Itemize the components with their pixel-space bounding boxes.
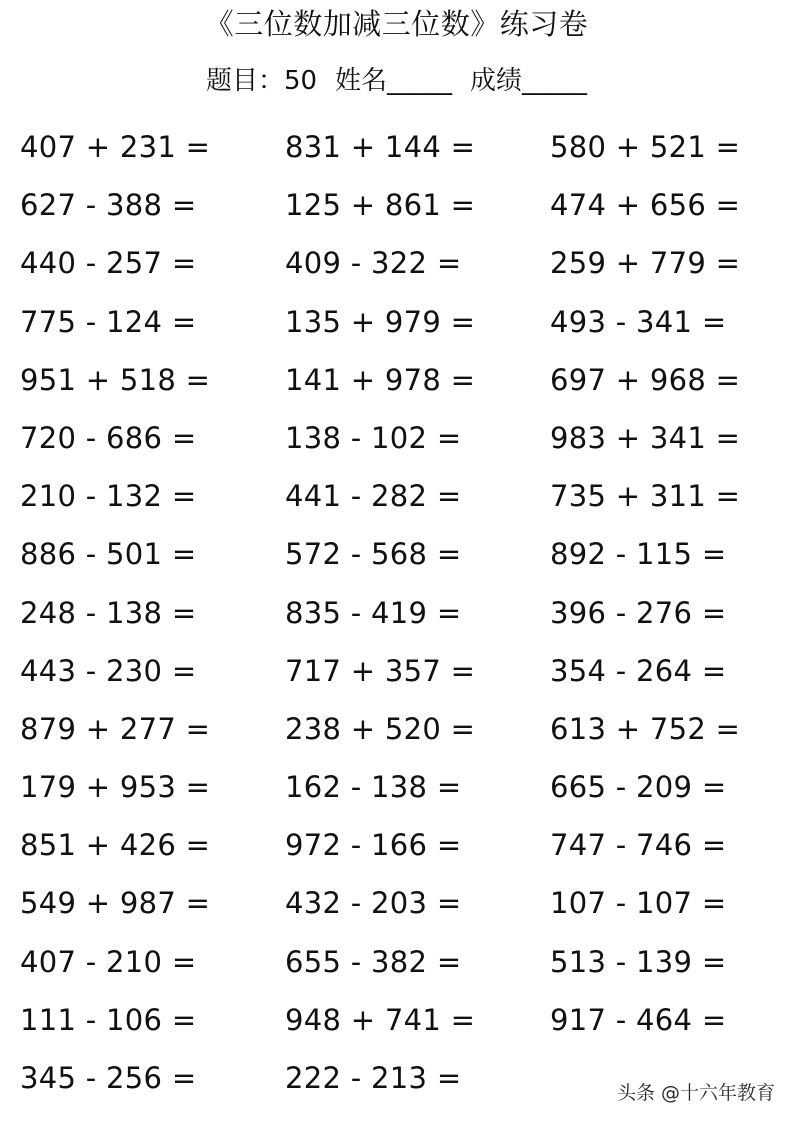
math-problem: 407 + 231 = <box>20 130 211 164</box>
math-problem: 613 + 752 = <box>550 711 741 746</box>
math-problem: 835 - 419 = <box>285 595 462 630</box>
math-problem: 747 - 746 = <box>550 828 727 863</box>
math-problem: 138 - 102 = <box>285 420 462 455</box>
math-problem: 396 - 276 = <box>550 595 727 630</box>
math-problem: 432 - 203 = <box>285 886 462 921</box>
math-problem: 493 - 341 = <box>550 304 727 339</box>
math-problem: 259 + 779 = <box>550 246 741 281</box>
math-problem: 717 + 357 = <box>285 653 476 688</box>
math-problem: 354 - 264 = <box>550 653 727 688</box>
math-problem: 627 - 388 = <box>20 188 197 223</box>
math-problem: 210 - 132 = <box>20 479 197 514</box>
math-problem: 409 - 322 = <box>285 246 462 281</box>
math-problem: 179 + 953 = <box>20 770 211 805</box>
math-problem: 665 - 209 = <box>550 770 727 805</box>
math-problem: 135 + 979 = <box>285 304 476 339</box>
score-field-label: 成绩_____ <box>470 66 588 96</box>
math-problem: 735 + 311 = <box>550 479 741 514</box>
math-problem: 917 - 464 = <box>550 1002 727 1037</box>
problem-grid <box>20 120 780 1109</box>
worksheet-title: 《三位数加减三位数》练习卷 <box>204 7 589 41</box>
math-problem: 549 + 987 = <box>20 886 211 921</box>
math-problem: 248 - 138 = <box>20 595 197 630</box>
math-problem: 572 - 568 = <box>285 537 462 572</box>
math-problem: 345 - 256 = <box>20 1061 197 1095</box>
math-problem: 655 - 382 = <box>285 944 462 979</box>
math-problem: 474 + 656 = <box>550 188 741 223</box>
math-problem: 125 + 861 = <box>285 188 476 223</box>
math-problem: 222 - 213 = <box>285 1061 462 1095</box>
math-problem: 107 - 107 = <box>550 886 727 921</box>
math-problem: 775 - 124 = <box>20 304 197 339</box>
math-problem: 831 + 144 = <box>285 130 476 164</box>
math-problem: 879 + 277 = <box>20 711 211 746</box>
math-problem: 983 + 341 = <box>550 420 741 455</box>
math-problem: 580 + 521 = <box>550 130 741 164</box>
math-problem: 948 + 741 = <box>285 1002 476 1037</box>
math-problem: 443 - 230 = <box>20 653 197 688</box>
math-problem: 111 - 106 = <box>20 1002 197 1037</box>
math-problem: 238 + 520 = <box>285 711 476 746</box>
math-problem: 440 - 257 = <box>20 246 197 281</box>
math-problem: 441 - 282 = <box>285 479 462 514</box>
source-watermark: 头条 @十六年教育 <box>616 1082 775 1104</box>
math-problem: 851 + 426 = <box>20 828 211 863</box>
math-problem: 513 - 139 = <box>550 944 727 979</box>
math-problem: 141 + 978 = <box>285 362 476 397</box>
math-problem: 972 - 166 = <box>285 828 462 863</box>
math-problem: 951 + 518 = <box>20 362 211 397</box>
math-problem: 886 - 501 = <box>20 537 197 572</box>
name-field-label: 姓名_____ <box>335 66 453 96</box>
math-problem: 697 + 968 = <box>550 362 741 397</box>
worksheet-header-fields <box>0 60 793 97</box>
problem-count-label: 题目：50 <box>205 66 318 96</box>
math-problem: 720 - 686 = <box>20 420 197 455</box>
math-problem: 162 - 138 = <box>285 770 462 805</box>
math-problem: 892 - 115 = <box>550 537 727 572</box>
math-problem: 407 - 210 = <box>20 944 197 979</box>
